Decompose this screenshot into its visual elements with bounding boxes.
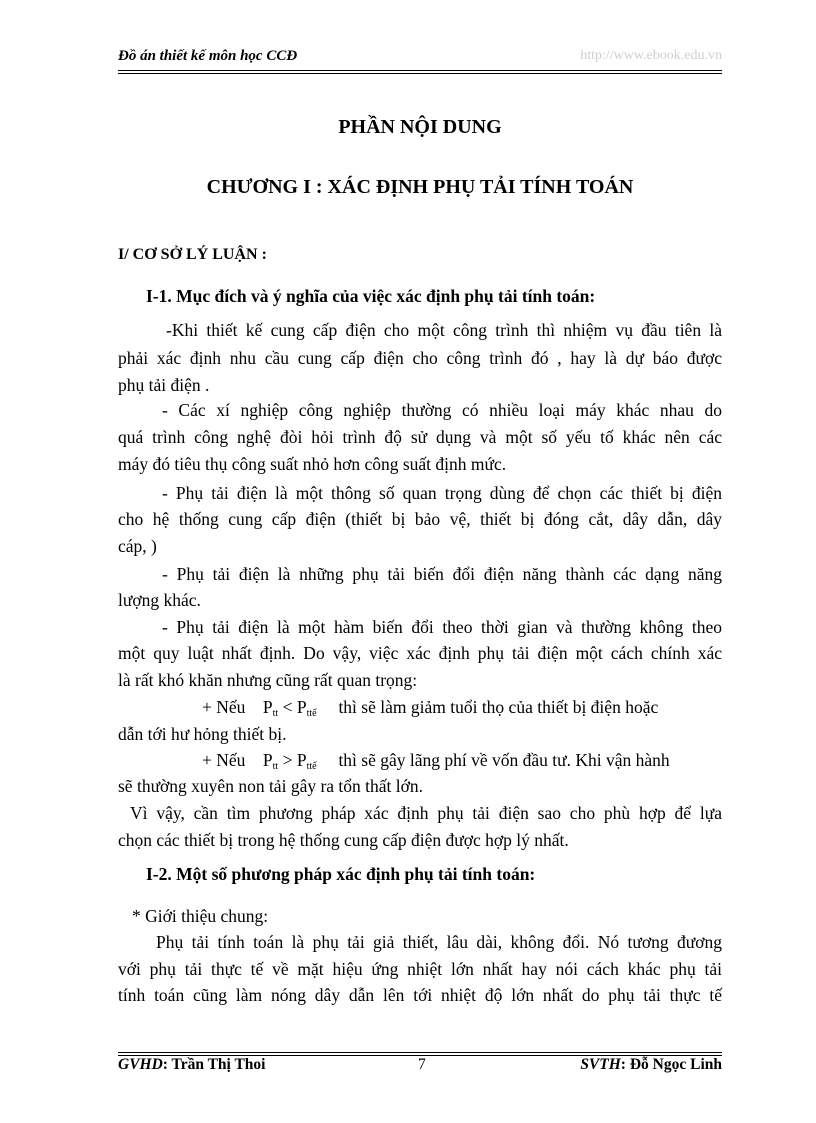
header-rule-thick [118, 70, 722, 71]
paragraph-line: chọn các thiết bị trong hệ thống cung cấp điện được hợp lý nhất. [118, 830, 569, 850]
footer-supervisor [118, 1056, 265, 1074]
paragraph-line: - Phụ tải điện là những phụ tải biến đổi điện năng thành các dạng năng [162, 564, 722, 584]
paragraph-line: cho hệ thống cung cấp điện (thiết bị bảo vệ, thiết bị đóng cắt, dây dẫn, dây [118, 509, 722, 529]
subsection-heading-1: I-1. Mục đích và ý nghĩa của việc xác định phụ tải tính toán: [146, 286, 596, 306]
section-heading: I/ CƠ SỞ LÝ LUẬN : [118, 246, 267, 263]
paragraph-line: là rất khó khăn nhưng cũng rất quan trọng: [118, 670, 418, 690]
header-rule-thin [118, 73, 722, 74]
condition-text: thì sẽ gây lãng phí về vốn đầu tư. Khi vận hành [338, 750, 670, 770]
paragraph-line: Phụ tải tính toán là phụ tải giả thiết, lâu dài, không đổi. Nó tương đương [156, 932, 722, 952]
supervisor-name: : Trần Thị Thoi [162, 1056, 266, 1073]
formula-subscript: tt [272, 761, 279, 772]
paragraph-line: quá trình công nghệ đòi hỏi trình độ sử dụng và một số yếu tố khác nên các [118, 427, 722, 447]
intro-line: * Giới thiệu chung: [132, 906, 269, 926]
paragraph-line: với phụ tải thực tế về mặt hiệu ứng nhiệt lớn nhất hay nói cách khác phụ tải [118, 959, 722, 979]
footer-rule-thin [118, 1052, 722, 1053]
paragraph-line: tính toán cũng làm nóng dây dẫn lên tới nhiệt độ lớn nhất do phụ tải thực tế [118, 985, 722, 1005]
paragraph-line: - Các xí nghiệp công nghiệp thường có nhiều loại máy khác nhau do [162, 400, 722, 420]
formula-operator: < [282, 697, 293, 717]
formula-subscript: tt [272, 708, 279, 719]
paragraph-line: sẽ thường xuyên non tải gây ra tổn thất lớn. [118, 776, 424, 796]
page-number: 7 [418, 1056, 426, 1073]
paragraph-line: dẫn tới hư hỏng thiết bị. [118, 724, 287, 744]
formula-symbol: P [262, 697, 273, 717]
paragraph-line: -Khi thiết kế cung cấp điện cho một công trình thì nhiệm vụ đầu tiên là [166, 320, 722, 340]
formula-subscript: ttế [306, 708, 317, 719]
part-title: PHẦN NỘI DUNG [338, 116, 502, 138]
formula-symbol: P [296, 697, 307, 717]
paragraph-line: máy đó tiêu thụ công suất nhỏ hơn công suất định mức. [118, 454, 507, 474]
paragraph-line: Vì vậy, cần tìm phương pháp xác định phụ tải điện sao cho phù hợp để lựa [130, 803, 722, 823]
supervisor-label: GVHD [118, 1056, 163, 1073]
condition-text: thì sẽ làm giảm tuổi thọ của thiết bị điện hoặc [338, 697, 659, 717]
formula-symbol: P [262, 750, 273, 770]
page-footer [118, 1056, 722, 1078]
header-url: http://www.ebook.edu.vn [580, 48, 722, 63]
paragraph-line: phụ tải điện . [118, 375, 210, 395]
paragraph-line: cáp, ) [118, 536, 157, 556]
footer-student [580, 1056, 722, 1074]
formula-subscript: ttế [306, 761, 317, 772]
paragraph-line: lượng khác. [118, 590, 201, 610]
student-label: SVTH [580, 1056, 621, 1073]
paragraph-line: - Phụ tải điện là một hàm biến đổi theo thời gian và thường không theo [162, 617, 722, 637]
paragraph-line: một quy luật nhất định. Do vậy, việc xác định phụ tải điện một cách chính xác [118, 643, 722, 663]
student-name: : Đỗ Ngọc Linh [620, 1056, 722, 1073]
paragraph-line: - Phụ tải điện là một thông số quan trọng dùng để chọn các thiết bị điện [162, 483, 722, 503]
formula-symbol: P [296, 750, 307, 770]
condition-prefix: + Nếu [202, 697, 246, 717]
header-title: Đồ án thiết kế môn học CCĐ [118, 48, 298, 64]
condition-prefix: + Nếu [202, 750, 246, 770]
page-header [118, 46, 722, 70]
formula-operator: > [282, 750, 293, 770]
chapter-title: CHƯƠNG I : XÁC ĐỊNH PHỤ TẢI TÍNH TOÁN [206, 176, 634, 198]
subsection-heading-2: I-2. Một số phương pháp xác định phụ tải tính toán: [146, 864, 536, 884]
paragraph-line: phải xác định nhu cầu cung cấp điện cho công trình đó , hay là dự báo được [118, 348, 722, 368]
